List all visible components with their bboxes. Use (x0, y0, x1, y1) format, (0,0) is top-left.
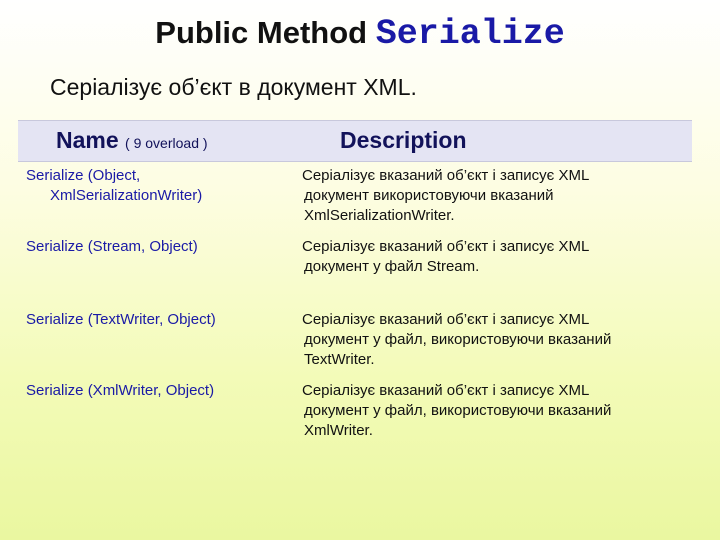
method-signature-line: Serialize (Stream, Object) (26, 238, 198, 255)
method-description (302, 381, 611, 441)
method-signature (26, 381, 214, 401)
title-prefix: Public Method (155, 15, 376, 50)
method-description (302, 310, 611, 370)
table-header (18, 120, 692, 162)
description-line: XmlSerializationWriter. (304, 207, 455, 224)
description-line: документ використовуючи вказаний (304, 187, 554, 204)
header-overload-count: ( 9 overload ) (125, 135, 208, 151)
description-line: XmlWriter. (304, 422, 373, 439)
method-signature-line: XmlSerializationWriter) (50, 187, 203, 204)
slide-subtitle: Серіалізує об’єкт в документ XML. (50, 74, 417, 100)
description-line: Серіалізує вказаний об’єкт і записує XML (302, 382, 590, 399)
header-name (56, 127, 208, 154)
description-line: документ у файл, використовуючи вказаний (304, 331, 612, 348)
slide-title (0, 14, 720, 54)
description-line: Серіалізує вказаний об’єкт і записує XML (302, 167, 590, 184)
description-line: Серіалізує вказаний об’єкт і записує XML (302, 238, 590, 255)
title-method-name: Serialize (375, 14, 565, 54)
method-signature (26, 166, 202, 206)
method-description (302, 237, 589, 277)
method-signature (26, 310, 216, 330)
method-signature-line: Serialize (Object, (26, 167, 141, 184)
method-description (302, 166, 589, 226)
method-signature (26, 237, 198, 257)
description-line: документ у файл, використовуючи вказаний (304, 402, 612, 419)
header-name-label: Name (56, 127, 119, 153)
header-description: Description (340, 127, 467, 153)
method-signature-line: Serialize (XmlWriter, Object) (26, 382, 215, 399)
method-signature-line: Serialize (TextWriter, Object) (26, 311, 216, 328)
description-line: TextWriter. (304, 351, 375, 368)
description-line: Серіалізує вказаний об’єкт і записує XML (302, 311, 590, 328)
description-line: документ у файл Stream. (304, 258, 480, 275)
